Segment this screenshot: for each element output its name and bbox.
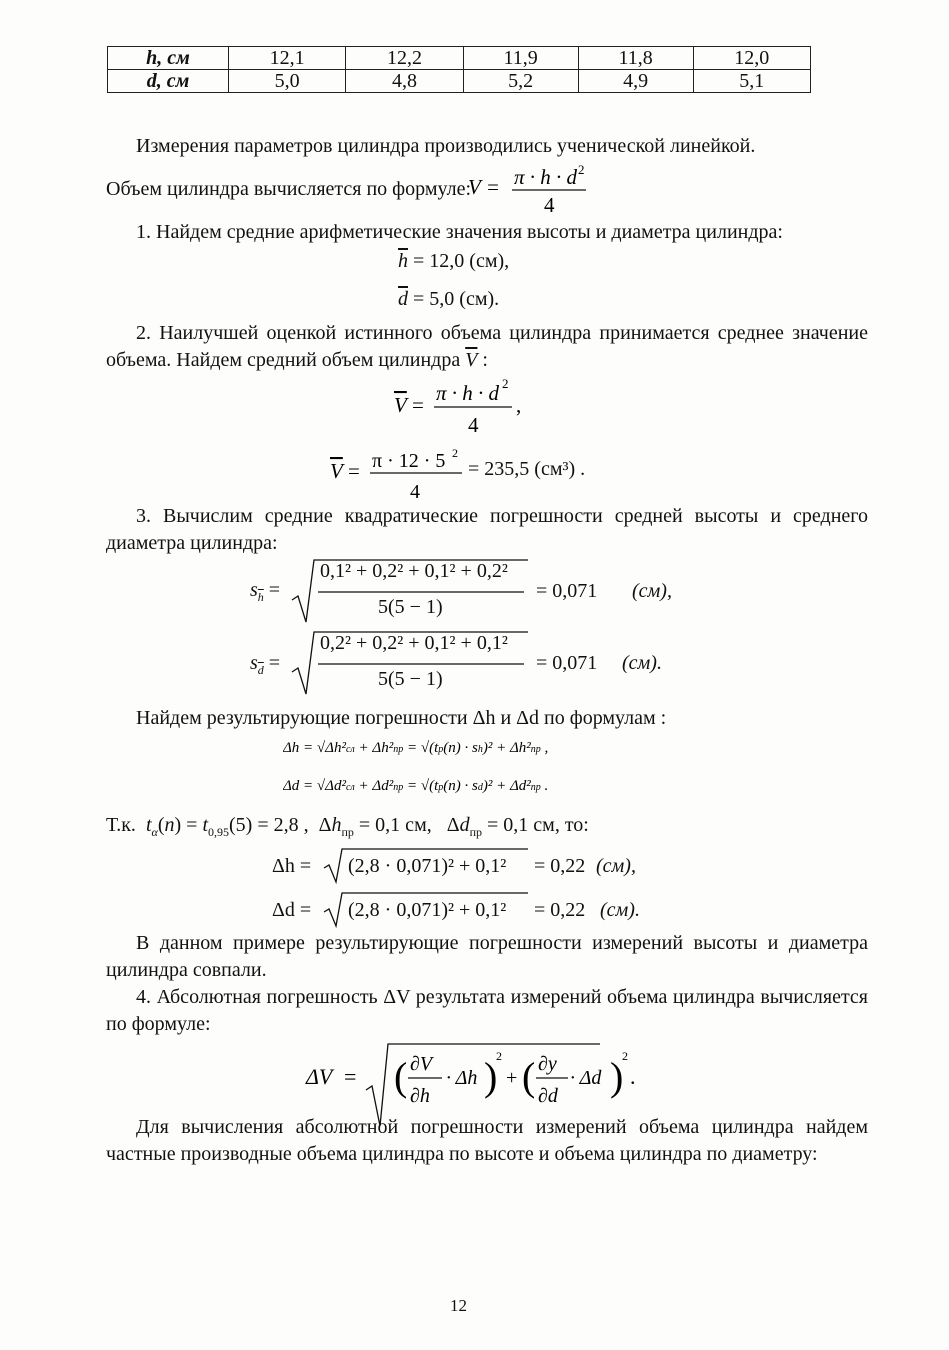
final-text bbox=[106, 1114, 868, 1168]
svg-text:V: V bbox=[330, 459, 343, 483]
mean-volume-result: = 235,5 (см³) . bbox=[468, 458, 586, 480]
svg-text:4: 4 bbox=[468, 413, 479, 437]
svg-text:V: V bbox=[394, 393, 407, 417]
svg-text:2: 2 bbox=[578, 162, 585, 177]
h-mean: $\overline{h} = 12,0$ (см), bbox=[398, 250, 510, 272]
svg-text:π · 12 · 5: π · 12 · 5 bbox=[372, 450, 446, 472]
sh-denominator: 5(5 − 1) bbox=[378, 596, 443, 618]
sd-numerator: 0,2² + 0,2² + 0,1² + 0,1² bbox=[320, 632, 508, 654]
svg-text:(: ( bbox=[394, 1054, 408, 1099]
dd-calc-value: = 0,22 bbox=[534, 899, 586, 921]
svg-text:2: 2 bbox=[502, 376, 509, 391]
table-cell: 4,8 bbox=[346, 70, 463, 93]
svg-text:2: 2 bbox=[622, 1049, 628, 1063]
sh-label: $s_{\overline{h}}$ = bbox=[250, 579, 281, 604]
svg-text:∂d: ∂d bbox=[538, 1085, 558, 1107]
table-cell: 12,0 bbox=[693, 47, 810, 70]
measurements-table bbox=[107, 46, 811, 93]
dh-calc-expr: (2,8 · 0,071)² + 0,1² bbox=[348, 855, 507, 877]
svg-text:∂h: ∂h bbox=[410, 1085, 430, 1107]
d-mean: $\overline{d} = 5,0$ (см). bbox=[398, 288, 500, 310]
step3-text bbox=[106, 503, 868, 557]
svg-text:∂V: ∂V bbox=[410, 1053, 433, 1075]
table-cell: 12,1 bbox=[229, 47, 346, 70]
table-cell: 5,2 bbox=[463, 70, 578, 93]
svg-text:Δd = √Δd²сл + Δd²пр = √(tp(n): Δd = √Δd²сл + Δd²пр = √(tp(n) · sd)² + Δd²пр . bbox=[283, 778, 549, 794]
dd-calc-expr: (2,8 · 0,071)² + 0,1² bbox=[348, 899, 507, 921]
sh-numerator: 0,1² + 0,2² + 0,1² + 0,2² bbox=[320, 560, 508, 582]
row-label: d, см bbox=[108, 70, 229, 93]
svg-text:(: ( bbox=[522, 1054, 536, 1099]
coincide-label: В данном примере результирующие погрешности измерений высоты и диаметра цилиндра совпали. bbox=[106, 932, 868, 981]
given-prefix: Т.к. bbox=[106, 814, 136, 836]
table-cell: 11,9 bbox=[463, 47, 578, 70]
sd-unit: (см). bbox=[622, 652, 662, 674]
step1-text bbox=[106, 219, 868, 246]
resulting-formulas bbox=[283, 730, 643, 804]
step4-text bbox=[106, 984, 868, 1038]
step3-label: 3. Вычислим средние квадратические погрешности средней высоты и среднего диаметра цилиндра: bbox=[106, 505, 868, 554]
table-cell: 11,8 bbox=[578, 47, 693, 70]
svg-text:=: = bbox=[348, 459, 360, 483]
page-number: 12 bbox=[450, 1296, 467, 1315]
svg-text:): ) bbox=[484, 1054, 498, 1099]
sd-value: = 0,071 bbox=[536, 652, 598, 674]
h-np-value: = 0,1 см, bbox=[358, 814, 432, 836]
svg-text:· Δd: · Δd bbox=[570, 1067, 602, 1089]
svg-text:4: 4 bbox=[544, 193, 555, 217]
step2-label: 2. Наилучшей оценкой истинного объема цилиндра принимается среднее значение объема. Найдем средний объем цилиндра bbox=[106, 322, 868, 371]
volume-formula bbox=[468, 160, 588, 220]
dh-calc-label: Δh = bbox=[272, 855, 312, 877]
dd-calc-label: Δd = bbox=[272, 899, 312, 921]
svg-text:ΔV: ΔV bbox=[306, 1064, 333, 1089]
svg-text:4: 4 bbox=[410, 481, 420, 503]
svg-text:.: . bbox=[630, 1064, 636, 1089]
svg-text:=: = bbox=[344, 1064, 357, 1089]
row-label: h, см bbox=[108, 47, 229, 70]
dd-calc-unit: (см). bbox=[600, 899, 640, 921]
mean-volume-formula bbox=[394, 374, 534, 440]
sh-value: = 0,071 bbox=[536, 580, 598, 602]
final-label: Для вычисления абсолютной погрешности измерений объема цилиндра найдем частные производные объема цилиндра по высоте и объема цилиндра по диаметру: bbox=[106, 1116, 868, 1165]
dh-calc-unit: (см), bbox=[596, 855, 636, 877]
resulting-text: Найдем результирующие погрешности Δh и Δd по формулам : bbox=[136, 707, 667, 729]
svg-text:π · h · d: π · h · d bbox=[514, 165, 578, 189]
svg-text:V =: V = bbox=[468, 175, 500, 199]
svg-text:2: 2 bbox=[496, 1049, 502, 1063]
step4-label: 4. Абсолютная погрешность ΔV результата измерений объема цилиндра вычисляется по формуле: bbox=[106, 986, 868, 1035]
d-mean-value: 5,0 (см). bbox=[429, 288, 500, 310]
svg-text:π · h · d: π · h · d bbox=[436, 381, 500, 405]
svg-text:Δh = √Δh²сл + Δh²пр = √(tp(n): Δh = √Δh²сл + Δh²пр = √(tp(n) · sh)² + Δh²пр , bbox=[283, 740, 549, 756]
given-line: Т.к. $t_\alpha(n) = t_{0,95}(5) = 2,8$ , $\Delta h_{пр} = 0,1$ см, $\Delta d_{пр} = 0,1$ см, то: bbox=[106, 814, 589, 839]
table-cell: 5,1 bbox=[693, 70, 810, 93]
intro-line1 bbox=[106, 133, 868, 160]
table-cell: 4,9 bbox=[578, 70, 693, 93]
step2-text: 2. Наилучшей оценкой истинного объема цилиндра принимается среднее значение объема. Найдем средний объем цилиндра $\overline{V}$ : bbox=[106, 322, 868, 371]
intro-text: Измерения параметров цилиндра производились ученической линейкой. bbox=[136, 135, 756, 157]
step1-label: 1. Найдем средние арифметические значения высоты и диаметра цилиндра: bbox=[136, 221, 783, 243]
svg-text:): ) bbox=[610, 1054, 624, 1099]
svg-text:+: + bbox=[506, 1067, 518, 1089]
table-row bbox=[108, 47, 811, 70]
h-mean-value: 12,0 (см), bbox=[429, 250, 510, 272]
svg-text:2: 2 bbox=[452, 448, 458, 460]
intro-line2: Объем цилиндра вычисляется по формуле: bbox=[106, 178, 472, 200]
sh-unit: (см), bbox=[632, 580, 672, 602]
svg-text:,: , bbox=[516, 393, 522, 417]
sd-denominator: 5(5 − 1) bbox=[378, 668, 443, 690]
dh-calc-value: = 0,22 bbox=[534, 855, 586, 877]
table-cell: 5,0 bbox=[229, 70, 346, 93]
mean-volume-value: 235,5 (см³) . bbox=[484, 458, 586, 480]
svg-text:∂y: ∂y bbox=[538, 1053, 557, 1075]
mean-volume-calc bbox=[330, 448, 470, 504]
coincide-text bbox=[106, 930, 868, 984]
svg-text:· Δh: · Δh bbox=[446, 1067, 478, 1089]
table-cell: 12,2 bbox=[346, 47, 463, 70]
svg-text:=: = bbox=[412, 393, 424, 417]
t-value: = 2,8 , bbox=[257, 814, 309, 836]
table-row bbox=[108, 70, 811, 93]
d-np-value: = 0,1 см, то: bbox=[487, 814, 589, 836]
sd-label: $s_{\overline{d}}$ = bbox=[250, 652, 281, 677]
